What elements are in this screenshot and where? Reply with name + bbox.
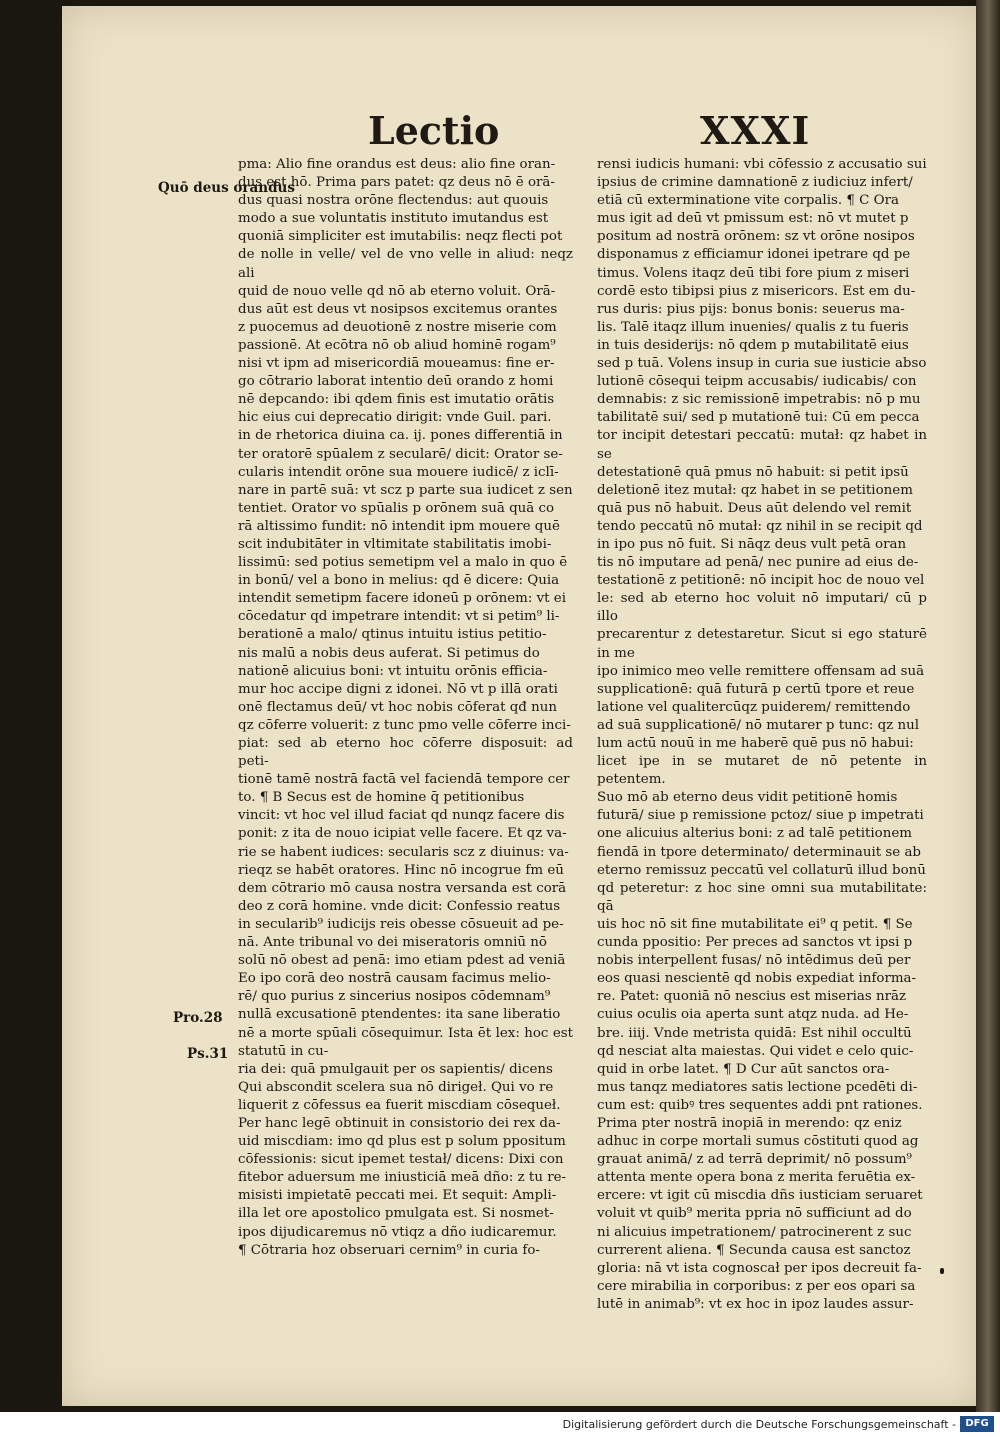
margin-note: Quō deus orandus xyxy=(158,180,295,196)
ink-speck xyxy=(940,1268,944,1274)
running-head-left: Lectio xyxy=(368,108,500,153)
margin-note: Ps.31 xyxy=(187,1046,229,1062)
margin-note: Pro.28 xyxy=(173,1010,223,1026)
running-head-right: XXXI xyxy=(700,108,811,153)
funding-credit: Digitalisierung gefördert durch die Deutsche Forschungsgemeinschaft - xyxy=(562,1418,956,1431)
text-column-right: rensi iudicis humani: vbi cōfessio z accusatio sui ipsius de crimine damnationē z iudiciuz infert/ etiā cū exterminatione vite corpalis. ¶ C Ora mus igit ad deū vt pmissum est: nō vt mutet p positum ad nostrā orōnem: sz vt orōne nosipos disponamus z efficiamur idonei ipetrare qd pe timus. Volens itaqz deū tibi fore pium z miseri cordē esto tibipsi pius z misericors. Est em du- rus duris: pius pijs: bonus bonis: seuerus ma- lis. Talē itaqz illum inuenies/ qualis z tu fueris in tuis desiderijs: nō qdem p mutabilitatē eius sed p tuā. Volens insup in curia sue iusticie abso lutionē cōsequi teipm accusabis/ iudicabis/ con demnabis: z sic remissionē impetrabis: nō p mu tabilitatē sui/ sed p mutationē tui: Cū em pecca tor incipit detestari peccatū: mutał: qz habet in se detestationē quā pmus nō habuit: si petit ipsū deletionē itez mutał: qz habet in se petitionem quā pus nō habuit. Deus aūt delendo vel remit tendo peccatū nō mutał: qz nihil in se recipit qd in ipo pus nō fuit. Si nāqz deus vult petā oran tis nō imputare ad penā/ nec punire ad eius de- testationē z petitionē: nō incipit hoc de nouo vel le: sed ab eterno hoc voluit nō imputari/ cū p illo precarentur z detestaretur. Sicut si ego staturē in me ipo inimico meo velle remittere offensam ad suā supplicationē: quā futurā p certū tpore et reue latione vel qualitercūqz puiderem/ remittendo ad suā supplicationē/ nō mutarer p tunc: qz nul lum actū nouū in me haberē quē pus nō habui: licet ipe in se mutaret de nō petente in petentem. Suo mō ab eterno deus vidit petitionē homis futurā/ siue p remissione pctoz/ siue p impetrati one alicuius alterius boni: z ad talē petitionem fiendā in tpore determinato/ determinauit se ab eterno remissuz peccatū vel collaturū illud bonū qd peteretur: z hoc sine omni sua mutabilitate: qā uis hoc nō sit fine mutabilitate ei⁹ q petit. ¶ Se cunda ppositio: Per preces ad sanctos vt ipsi p nobis interpellent fusas/ nō intēdimus deū per eos quasi nescientē qd nobis expediat informa- re. Patet: quoniā nō nescius est miserias nrāz cuius oculis oia aperta sunt atqz nuda. ad He- bre. iiij. Vnde metrista quidā: Est nihil occultū qd nesciat alta maiestas. Qui videt e celo quic- quid in orbe latet. ¶ D Cur aūt sanctos ora- mus tanqz mediatores satis lectione pcedēti di- cum est: quibꝰ tres sequentes addi pnt rationes. Prima pter nostrā inopiā in merendo: qz eniz adhuc in corpe mortali sumus cōstituti quod ag grauat animā/ z ad terrā deprimit/ nō possum⁹ attenta mente opera bona z merita feruētia ex- ercere: vt igit cū miscdia dñs iusticiam seruaret voluit vt quib⁹ merita ppria nō sufficiunt ad do ni alicuius impetrationem/ patrocinerent z suc currerent aliena. ¶ Secunda causa est sanctoz gloria: nā vt ista cognoscał per ipos decreuit fa- cere mirabilia in corporibus: z per eos opari sa lutē in animab⁹: vt ex hoc in ipoz laudes assur- xyxy=(597,157,927,1312)
dfg-logo: DFG xyxy=(960,1416,994,1432)
text-column-left: pma: Alio fine orandus est deus: alio fine oran- dus est hō. Prima pars patet: qz deus nō ē orā- dus quasi nostra orōne flectendus: aut quouis modo a sue voluntatis instituto imutandus est quoniā simpliciter est imutabilis: neqz flecti pot de nolle in velle/ vel de vno velle in aliud: neqz ali quid de nouo velle qd nō ab eterno voluit. Orā- dus aūt est deus vt nosipsos excitemus orantes z puocemus ad deuotionē z nostre miserie com passionē. At ecōtra nō ob aliud hominē rogam⁹ nisi vt ipm ad misericordiā moueamus: fine er- go cōtrario laborat intentio deū orando z homi nē depcando: ibi qdem finis est imutatio orātis hic eius cui deprecatio dirigit: vnde Guil. pari. in de rhetorica diuina ca. ij. pones differentiā in ter oratorē spūalem z secularē/ dicit: Orator se- cularis intendit orōne sua mouere iudicē/ z iclī- nare in partē suā: vt scz p parte sua iudicet z sen tentiet. Orator vo spūalis p orōnem suā quā co rā altissimo fundit: nō intendit ipm mouere quē scit indubitāter in vltimitate stabilitatis imobi- lissimū: sed potius semetipm vel a malo in quo ē in bonū/ vel a bono in melius: qd ē dicere: Quia intendit semetipm facere idoneū p orōnem: vt ei cōcedatur qd impetrare intendit: vt si petim⁹ li- berationē a malo/ qtinus intuitu istius petitio- nis malū a nobis deus auferat. Si petimus do nationē alicuius boni: vt intuitu orōnis efficia- mur hoc accipe digni z idonei. Nō vt p illā orati onē flectamus deū/ vt hoc nobis cōferat qđ nun qz cōferre voluerit: z tunc pmo velle cōferre inci- piat: sed ab eterno hoc cōferre disposuit: ad peti- tionē tamē nostrā factā vel faciendā tempore cer to. ¶ B Secus est de homine q̄ petitionibus vincit: vt hoc vel illud faciat qd nunqz facere dis ponit: z ita de nouo icipiat velle facere. Et qz va- rie se habent iudices: secularis scz z diuinus: va- rieqz se habēt oratores. Hinc nō incogrue fm eū dem cōtrario mō causa nostra versanda est corā deo z corā homine. vnde dicit: Confessio reatus in secularib⁹ iudicijs reis obesse cōsueuit ad pe- nā. Ante tribunal vo dei miseratoris omniū nō solū nō obest ad penā: imo etiam pdest ad veniā Eo ipo corā deo nostrā causam facimus melio- rē/ quo purius z sincerius nosipos cōdemnam⁹ nullā excusationē ptendentes: ita sane liberatio nē a morte spūali cōsequimur. Ista ēt lex: hoc est statutū in cu- ria dei: quā pmulgauit per os sapientis/ dicens Qui abscondit scelera sua nō dirigeł. Qui vo re liquerit z cōfessus ea fuerit miscdiam cōsequeł. Per hanc legē obtinuit in consistorio dei rex da- uid miscdiam: imo qd plus est p solum ppositum cōfessionis: sicut ipemet testał/ dicens: Dixi con fitebor aduersum me iniusticiā meā dño: z tu re- misisti impietatē peccati mei. Et sequit: Ampli- illa let ore apostolico pmulgata est. Si nosmet- ipos dijudicaremus nō vtiqz a dño iudicaremur. ¶ Cōtraria hoz obseruari cernim⁹ in curia fo- xyxy=(238,157,573,1258)
digitization-footer xyxy=(0,1412,1000,1437)
page-edge xyxy=(976,0,1000,1412)
